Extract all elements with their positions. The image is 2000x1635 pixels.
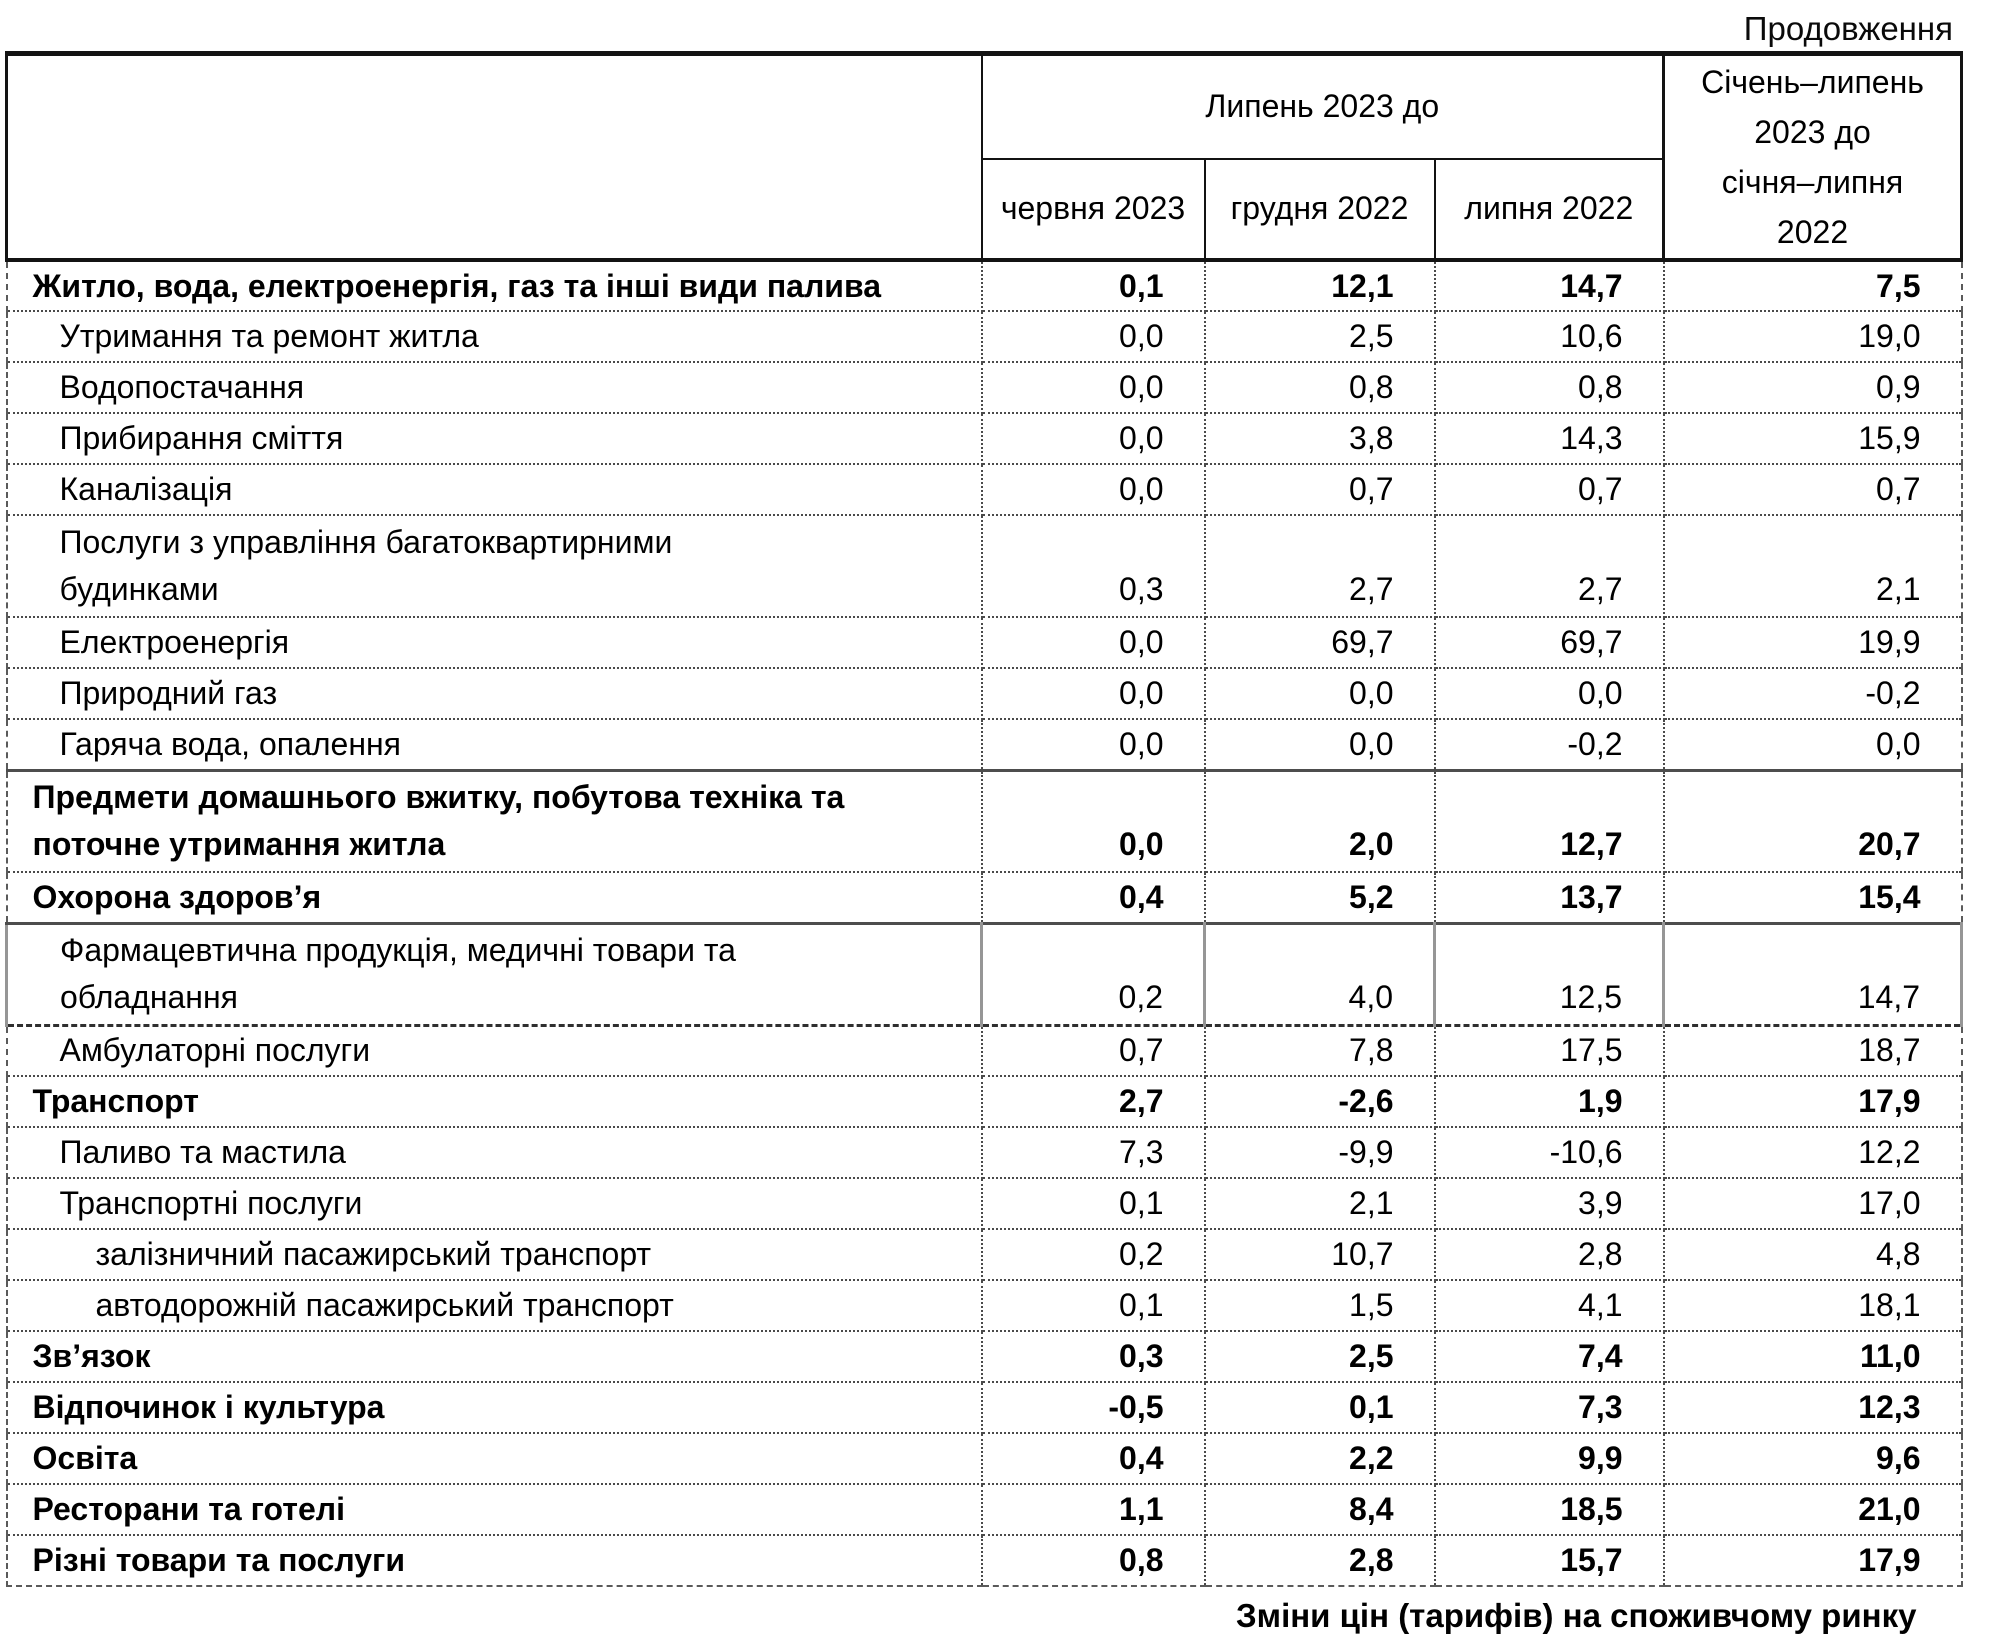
value-cell: 0,0: [982, 311, 1205, 362]
value-cell: 19,0: [1664, 311, 1962, 362]
value-cell: 9,9: [1435, 1433, 1664, 1484]
table-row: [7, 1025, 1962, 1076]
value-cell: -2,6: [1205, 1076, 1435, 1127]
value-cell: 69,7: [1205, 617, 1435, 668]
table-row: [7, 515, 1962, 617]
value-cell: -9,9: [1205, 1127, 1435, 1178]
table-row: [7, 1382, 1962, 1433]
value-cell: 17,5: [1435, 1025, 1664, 1076]
value-cell: 14,7: [1435, 260, 1664, 311]
value-cell: 18,5: [1435, 1484, 1664, 1535]
header-subcolumn: грудня 2022: [1205, 159, 1435, 260]
row-label: Освіта: [7, 1433, 982, 1484]
row-label: Амбулаторні послуги: [7, 1025, 982, 1076]
row-label: [7, 515, 982, 617]
value-cell: 4,0: [1205, 923, 1435, 1025]
row-label: Різні товари та послуги: [7, 1535, 982, 1586]
table-row: [7, 719, 1962, 770]
row-label: Охорона здоров’я: [7, 872, 982, 923]
value-cell: 1,5: [1205, 1280, 1435, 1331]
table-body: [7, 260, 1962, 1586]
row-label: Зв’язок: [7, 1331, 982, 1382]
table-header: [7, 54, 1962, 261]
table-row: [7, 1331, 1962, 1382]
value-cell: 15,4: [1664, 872, 1962, 923]
row-label: Паливо та мастила: [7, 1127, 982, 1178]
value-cell: 0,0: [1664, 719, 1962, 770]
value-cell: 2,7: [1205, 515, 1435, 617]
row-label: Транспортні послуги: [7, 1178, 982, 1229]
header-period-column: [1664, 54, 1962, 261]
value-cell: 0,1: [1205, 1382, 1435, 1433]
value-cell: 0,0: [982, 719, 1205, 770]
value-cell: -0,2: [1435, 719, 1664, 770]
row-label-line: будинками: [59, 571, 219, 607]
value-cell: 0,3: [982, 515, 1205, 617]
value-cell: 18,1: [1664, 1280, 1962, 1331]
value-cell: 10,7: [1205, 1229, 1435, 1280]
value-cell: -0,2: [1664, 668, 1962, 719]
value-cell: 15,7: [1435, 1535, 1664, 1586]
value-cell: 12,1: [1205, 260, 1435, 311]
value-cell: 12,5: [1435, 923, 1664, 1025]
value-cell: 19,9: [1664, 617, 1962, 668]
value-cell: 1,9: [1435, 1076, 1664, 1127]
value-cell: 0,0: [982, 617, 1205, 668]
row-label: автодорожній пасажирський транспорт: [7, 1280, 982, 1331]
row-label-line: Предмети домашнього вжитку, побутова техніка та: [32, 779, 845, 816]
value-cell: 12,3: [1664, 1382, 1962, 1433]
value-cell: 10,6: [1435, 311, 1664, 362]
row-label: Водопостачання: [7, 362, 982, 413]
row-label: Транспорт: [7, 1076, 982, 1127]
value-cell: 0,0: [982, 770, 1205, 872]
value-cell: 11,0: [1664, 1331, 1962, 1382]
table-row: [7, 872, 1962, 923]
value-cell: 2,0: [1205, 770, 1435, 872]
row-label-line: Послуги з управління багатоквартирними: [59, 524, 673, 560]
value-cell: 2,2: [1205, 1433, 1435, 1484]
row-label: Утримання та ремонт житла: [7, 311, 982, 362]
header-group-label: Липень 2023 до: [982, 54, 1664, 159]
table-row: [7, 362, 1962, 413]
value-cell: 20,7: [1664, 770, 1962, 872]
value-cell: 0,3: [982, 1331, 1205, 1382]
continuation-label: Продовження: [1743, 10, 1953, 47]
value-cell: 0,8: [1435, 362, 1664, 413]
value-cell: 3,9: [1435, 1178, 1664, 1229]
value-cell: 12,2: [1664, 1127, 1962, 1178]
value-cell: 7,3: [1435, 1382, 1664, 1433]
value-cell: 15,9: [1664, 413, 1962, 464]
value-cell: 0,4: [982, 1433, 1205, 1484]
header-subcolumn: липня 2022: [1435, 159, 1664, 260]
row-label: залізничний пасажирський транспорт: [7, 1229, 982, 1280]
table-row: [7, 260, 1962, 311]
value-cell: 2,7: [982, 1076, 1205, 1127]
value-cell: 2,1: [1205, 1178, 1435, 1229]
table-row: [7, 668, 1962, 719]
value-cell: 0,0: [1205, 719, 1435, 770]
header-period-line: 2023 до: [1754, 114, 1871, 150]
value-cell: 0,1: [982, 260, 1205, 311]
row-label-line: Фармацевтична продукція, медичні товари та: [60, 932, 736, 968]
row-label: Гаряча вода, опалення: [7, 719, 982, 770]
value-cell: 0,7: [1435, 464, 1664, 515]
next-section-caption-clipped: Зміни цін (тарифів) на споживчому ринку: [1236, 1597, 1917, 1634]
value-cell: 0,7: [1205, 464, 1435, 515]
table-row: [7, 770, 1962, 872]
value-cell: 3,8: [1205, 413, 1435, 464]
table-row: [7, 311, 1962, 362]
row-label-line: поточне утримання житла: [32, 826, 446, 863]
value-cell: 17,0: [1664, 1178, 1962, 1229]
table-row: [7, 617, 1962, 668]
value-cell: 0,0: [982, 668, 1205, 719]
table-row: [7, 923, 1962, 1025]
value-cell: -10,6: [1435, 1127, 1664, 1178]
header-period-line: 2022: [1776, 214, 1849, 250]
value-cell: 2,5: [1205, 311, 1435, 362]
value-cell: 0,0: [982, 362, 1205, 413]
value-cell: 0,7: [1664, 464, 1962, 515]
header-period-line: Січень–липень: [1701, 64, 1924, 100]
header-empty-cell: [7, 54, 982, 261]
value-cell: 0,0: [982, 464, 1205, 515]
table-row: [7, 1229, 1962, 1280]
table-row: [7, 1433, 1962, 1484]
value-cell: 13,7: [1435, 872, 1664, 923]
row-label: Ресторани та готелі: [7, 1484, 982, 1535]
table-row: [7, 1127, 1962, 1178]
value-cell: 4,1: [1435, 1280, 1664, 1331]
value-cell: 18,7: [1664, 1025, 1962, 1076]
value-cell: 2,5: [1205, 1331, 1435, 1382]
row-label: Житло, вода, електроенергія, газ та інші види палива: [7, 260, 982, 311]
row-label: [7, 770, 982, 872]
value-cell: 17,9: [1664, 1076, 1962, 1127]
table-row: [7, 1484, 1962, 1535]
table-row: [7, 1178, 1962, 1229]
value-cell: 2,8: [1205, 1535, 1435, 1586]
value-cell: 0,9: [1664, 362, 1962, 413]
row-label: Природний газ: [7, 668, 982, 719]
value-cell: 0,8: [982, 1535, 1205, 1586]
value-cell: 5,2: [1205, 872, 1435, 923]
value-cell: 7,4: [1435, 1331, 1664, 1382]
value-cell: 0,4: [982, 872, 1205, 923]
value-cell: 0,2: [982, 1229, 1205, 1280]
value-cell: 21,0: [1664, 1484, 1962, 1535]
table-row: [7, 1280, 1962, 1331]
value-cell: 0,1: [982, 1178, 1205, 1229]
row-label-line: обладнання: [60, 979, 238, 1015]
value-cell: -0,5: [982, 1382, 1205, 1433]
value-cell: 0,0: [1435, 668, 1664, 719]
value-cell: 14,3: [1435, 413, 1664, 464]
header-subcolumn: червня 2023: [982, 159, 1205, 260]
row-label: Прибирання сміття: [7, 413, 982, 464]
value-cell: 12,7: [1435, 770, 1664, 872]
value-cell: 7,3: [982, 1127, 1205, 1178]
value-cell: 9,6: [1664, 1433, 1962, 1484]
value-cell: 8,4: [1205, 1484, 1435, 1535]
value-cell: 0,8: [1205, 362, 1435, 413]
row-label: Відпочинок і культура: [7, 1382, 982, 1433]
value-cell: 0,1: [982, 1280, 1205, 1331]
value-cell: 7,5: [1664, 260, 1962, 311]
value-cell: 69,7: [1435, 617, 1664, 668]
table-row: [7, 1535, 1962, 1586]
table-row: [7, 1076, 1962, 1127]
value-cell: 4,8: [1664, 1229, 1962, 1280]
row-label: Каналізація: [7, 464, 982, 515]
value-cell: 0,0: [982, 413, 1205, 464]
value-cell: 0,2: [982, 923, 1205, 1025]
value-cell: 17,9: [1664, 1535, 1962, 1586]
value-cell: 2,7: [1435, 515, 1664, 617]
row-label: Електроенергія: [7, 617, 982, 668]
value-cell: 1,1: [982, 1484, 1205, 1535]
value-cell: 0,7: [982, 1025, 1205, 1076]
table-row: [7, 413, 1962, 464]
cpi-table: [5, 51, 1963, 1587]
header-period-line: січня–липня: [1721, 164, 1904, 200]
table-row: [7, 464, 1962, 515]
value-cell: 2,8: [1435, 1229, 1664, 1280]
value-cell: 7,8: [1205, 1025, 1435, 1076]
value-cell: 0,0: [1205, 668, 1435, 719]
value-cell: 2,1: [1664, 515, 1962, 617]
row-label: [7, 923, 982, 1025]
value-cell: 14,7: [1664, 923, 1962, 1025]
